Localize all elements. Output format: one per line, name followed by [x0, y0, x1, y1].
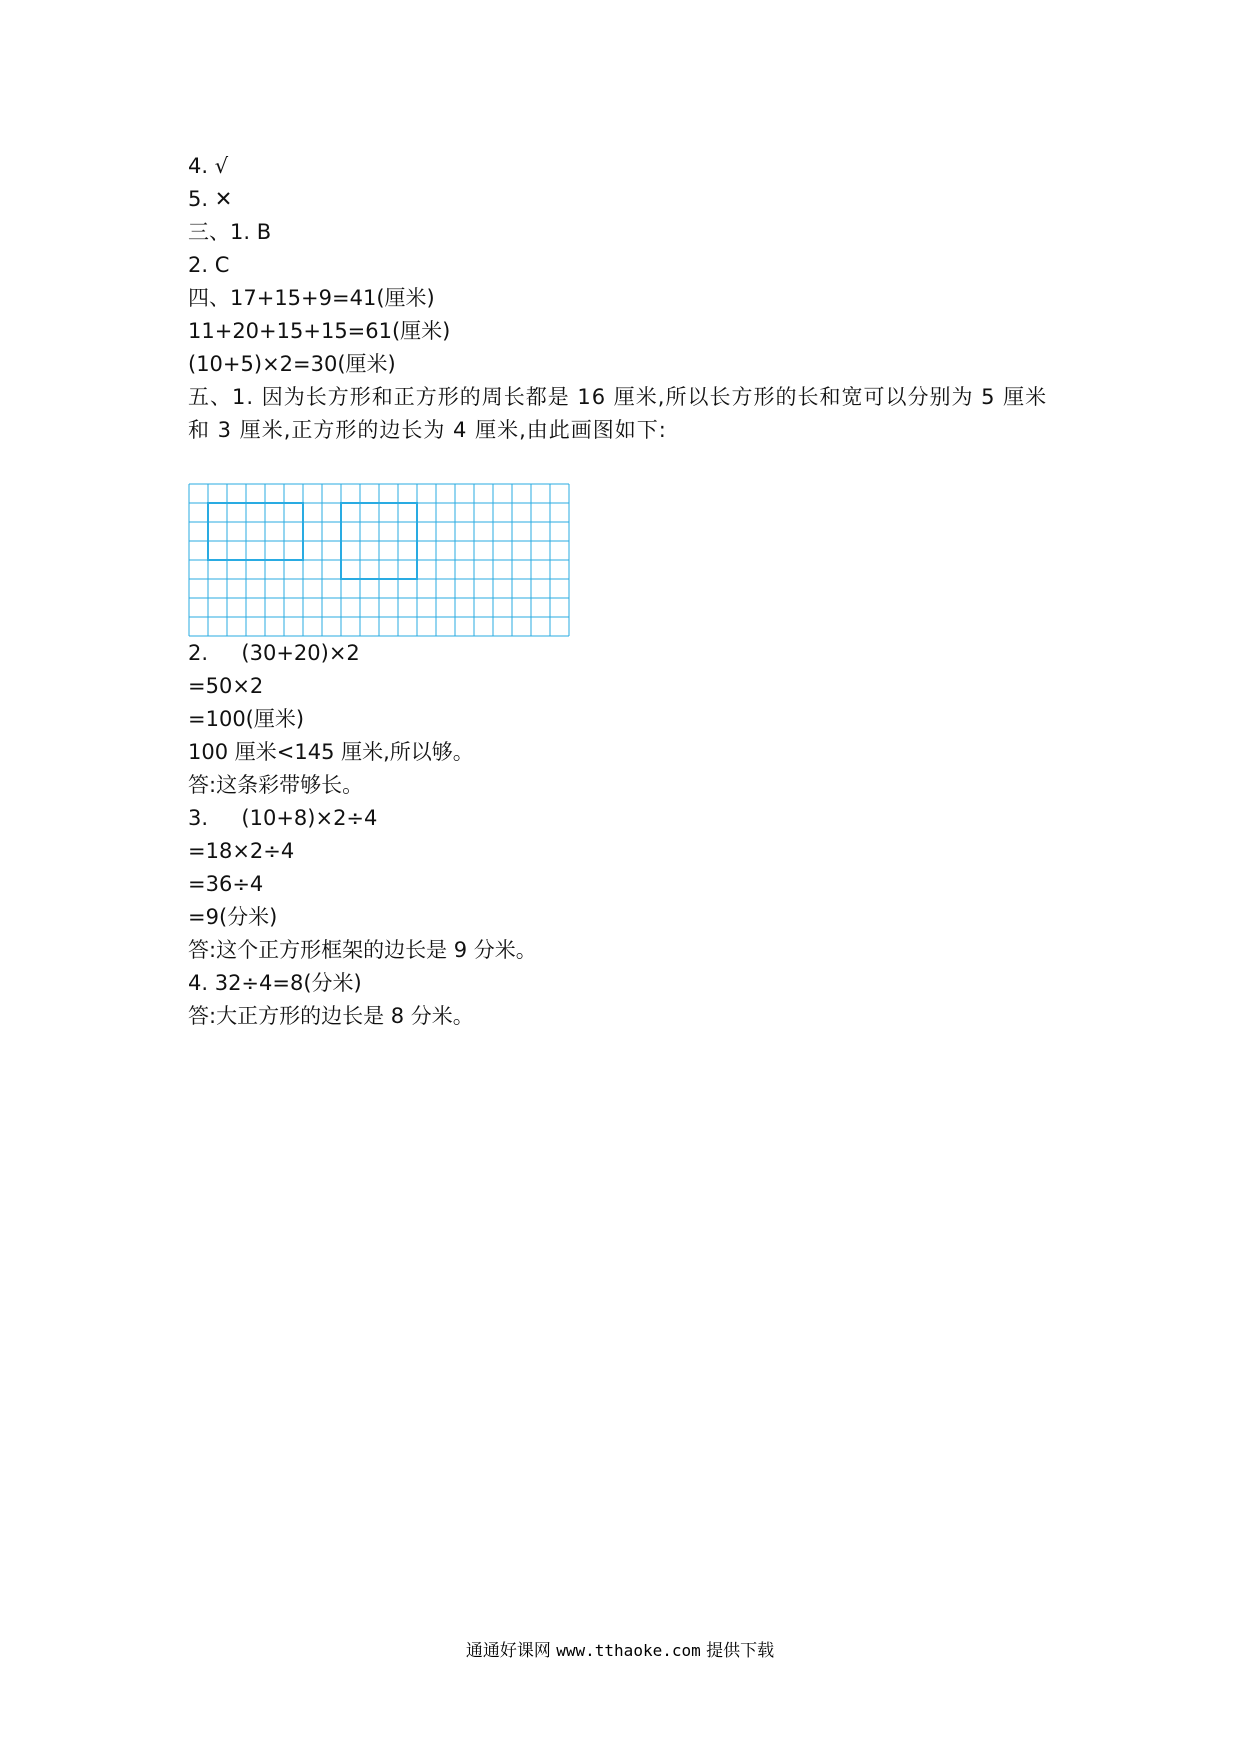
- footer-url[interactable]: www.tthaoke.com: [556, 1641, 701, 1660]
- answer-line: 答:大正方形的边长是 8 分米。: [188, 1004, 474, 1028]
- answer-line: =50×2: [188, 674, 264, 698]
- answer-paragraph: 五、1. 因为长方形和正方形的周长都是 16 厘米,所以长方形的长和宽可以分别为 5 厘米和 3 厘米,正方形的边长为 4 厘米,由此画图如下:: [188, 385, 1048, 442]
- rectangle-shape: [208, 503, 303, 560]
- answer-line: =18×2÷4: [188, 839, 295, 863]
- answer-line: 四、17+15+9=41(厘米): [188, 286, 435, 310]
- answer-content: [188, 150, 1068, 447]
- answer-line: 4. 32÷4=8(分米): [188, 971, 362, 995]
- grid-svg: [188, 483, 580, 637]
- answer-line: 答:这个正方形框架的边长是 9 分米。: [188, 938, 537, 962]
- answer-line: 100 厘米<145 厘米,所以够。: [188, 740, 474, 764]
- answer-line: 2. C: [188, 253, 230, 277]
- answer-line: 5. ✕: [188, 187, 233, 211]
- answer-line: 3. (10+8)×2÷4: [188, 806, 378, 830]
- footer-site-name: 通通好课网: [465, 1641, 551, 1661]
- footer-suffix: 提供下载: [706, 1641, 775, 1661]
- answer-line: =36÷4: [188, 872, 264, 896]
- answer-line: (10+5)×2=30(厘米): [188, 352, 396, 376]
- answer-line: =9(分米): [188, 905, 278, 929]
- answer-content-lower: [188, 637, 1068, 1033]
- answer-line: 11+20+15+15=61(厘米): [188, 319, 451, 343]
- answer-line: 三、1. B: [188, 220, 272, 244]
- answer-line: 2. (30+20)×2: [188, 641, 360, 665]
- page-footer: [0, 1636, 1240, 1661]
- answer-line: 答:这条彩带够长。: [188, 773, 364, 797]
- answer-line: 4. √: [188, 154, 229, 178]
- grid-drawing: [188, 483, 580, 637]
- answer-line: =100(厘米): [188, 707, 305, 731]
